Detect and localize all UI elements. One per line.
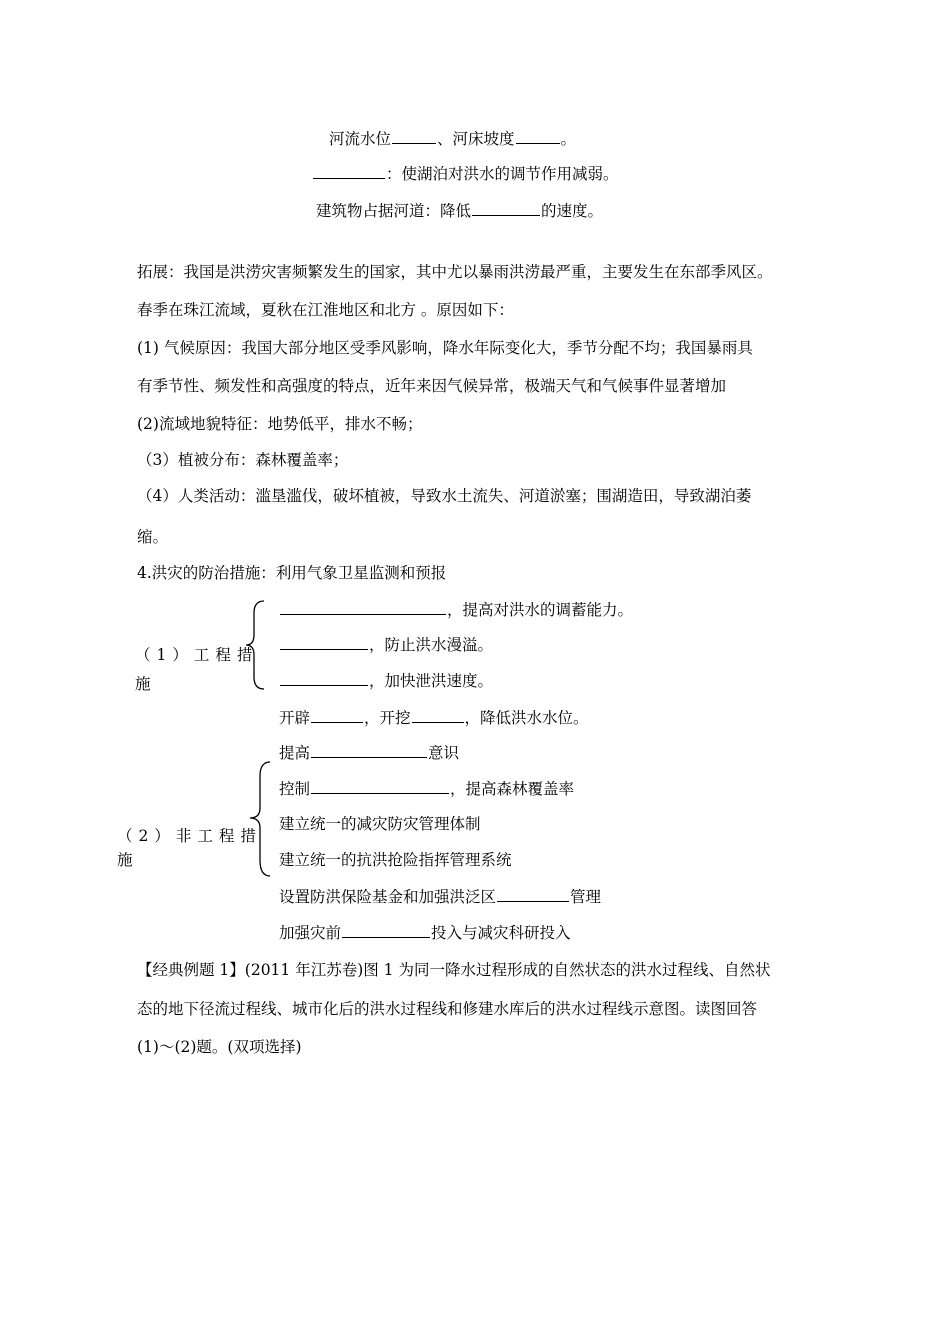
non-engineering-item: 建立统一的抗洪抢险指挥管理系统 bbox=[279, 851, 512, 869]
paragraph-line: （4）人类活动：滥垦滥伐，破坏植被，导致水土流失、河道淤塞；围湖造田，导致湖泊萎 bbox=[137, 487, 752, 505]
fill-blank[interactable] bbox=[472, 200, 540, 216]
engineering-item bbox=[279, 599, 633, 620]
text-segment: 开辟 bbox=[279, 709, 311, 727]
paragraph-line: (1) 气候原因：我国大部分地区受季风影响，降水年际变化大，季节分配不均；我国暴雨具 bbox=[137, 339, 753, 357]
text-segment: 控制 bbox=[279, 780, 311, 798]
text-segment: 意识 bbox=[428, 744, 460, 762]
text-segment: ，防止洪水漫溢。 bbox=[369, 636, 494, 654]
fill-blank[interactable] bbox=[313, 163, 385, 179]
section-heading: 4.洪灾的防治措施：利用气象卫星监测和预报 bbox=[137, 564, 447, 582]
text-line bbox=[329, 128, 576, 149]
fill-blank[interactable] bbox=[311, 707, 363, 723]
non-engineering-item bbox=[279, 742, 459, 763]
engineering-item bbox=[279, 634, 493, 655]
text-line bbox=[312, 163, 619, 184]
text-line bbox=[316, 200, 603, 221]
text-segment: ：使湖泊对洪水的调节作用减弱。 bbox=[386, 165, 619, 183]
engineering-item bbox=[279, 707, 589, 728]
fill-blank[interactable] bbox=[311, 778, 449, 794]
text-segment: 建筑物占据河道：降低 bbox=[316, 202, 472, 220]
text-segment: 的速度。 bbox=[541, 202, 604, 220]
fill-blank[interactable] bbox=[497, 886, 569, 902]
text-segment: 设置防洪保险基金和加强洪泛区 bbox=[279, 888, 497, 906]
non-engineering-label-cont: 施 bbox=[117, 851, 133, 869]
text-segment: ，开挖 bbox=[364, 709, 411, 727]
curly-brace-icon bbox=[248, 760, 272, 878]
text-segment: ，降低洪水水位。 bbox=[464, 709, 589, 727]
text-segment: 。 bbox=[560, 130, 577, 148]
fill-blank[interactable] bbox=[311, 742, 427, 758]
fill-blank[interactable] bbox=[280, 599, 446, 615]
non-engineering-item bbox=[279, 922, 571, 943]
text-segment: ，提高森林覆盖率 bbox=[450, 780, 575, 798]
text-segment: 提高 bbox=[279, 744, 311, 762]
engineering-label-cont: 施 bbox=[135, 675, 151, 693]
paragraph-line: 缩。 bbox=[137, 528, 169, 546]
text-segment: ，提高对洪水的调蓄能力。 bbox=[447, 601, 634, 619]
example-line: 【经典例题 1】(2011 年江苏卷)图 1 为同一降水过程形成的自然状态的洪水过程线、自然状 bbox=[137, 961, 771, 979]
fill-blank[interactable] bbox=[280, 670, 368, 686]
engineering-label: （1）工程措 bbox=[135, 646, 259, 664]
paragraph-line: 春季在珠江流域，夏秋在江淮地区和北方 。原因如下： bbox=[137, 301, 514, 319]
non-engineering-item bbox=[279, 778, 574, 799]
fill-blank[interactable] bbox=[342, 922, 430, 938]
text-segment: 投入与减灾科研投入 bbox=[431, 924, 571, 942]
non-engineering-item bbox=[279, 886, 601, 907]
fill-blank[interactable] bbox=[392, 128, 436, 144]
paragraph-line: 拓展：我国是洪涝灾害频繁发生的国家，其中尤以暴雨洪涝最严重，主要发生在东部季风区。 bbox=[137, 263, 773, 281]
engineering-item bbox=[279, 670, 493, 691]
paragraph-line: 有季节性、频发性和高强度的特点，近年来因气候异常，极端天气和气候事件显著增加 bbox=[137, 377, 727, 395]
paragraph-line: (2)流域地貌特征：地势低平，排水不畅； bbox=[137, 415, 423, 433]
example-line: 态的地下径流过程线、城市化后的洪水过程线和修建水库后的洪水过程线示意图。读图回答 bbox=[137, 1000, 758, 1018]
non-engineering-label: （2）非工程措 bbox=[117, 827, 262, 845]
fill-blank[interactable] bbox=[280, 634, 368, 650]
non-engineering-item: 建立统一的减灾防灾管理体制 bbox=[279, 815, 481, 833]
text-segment: 加强灾前 bbox=[279, 924, 342, 942]
text-segment: 河流水位 bbox=[329, 130, 392, 148]
text-segment: 、河床坡度 bbox=[437, 130, 515, 148]
paragraph-line: （3）植被分布：森林覆盖率； bbox=[137, 451, 349, 469]
text-segment: ，加快泄洪速度。 bbox=[369, 672, 494, 690]
fill-blank[interactable] bbox=[412, 707, 464, 723]
example-line: (1)～(2)题。(双项选择) bbox=[137, 1038, 302, 1056]
text-segment: 管理 bbox=[570, 888, 602, 906]
fill-blank[interactable] bbox=[516, 128, 560, 144]
